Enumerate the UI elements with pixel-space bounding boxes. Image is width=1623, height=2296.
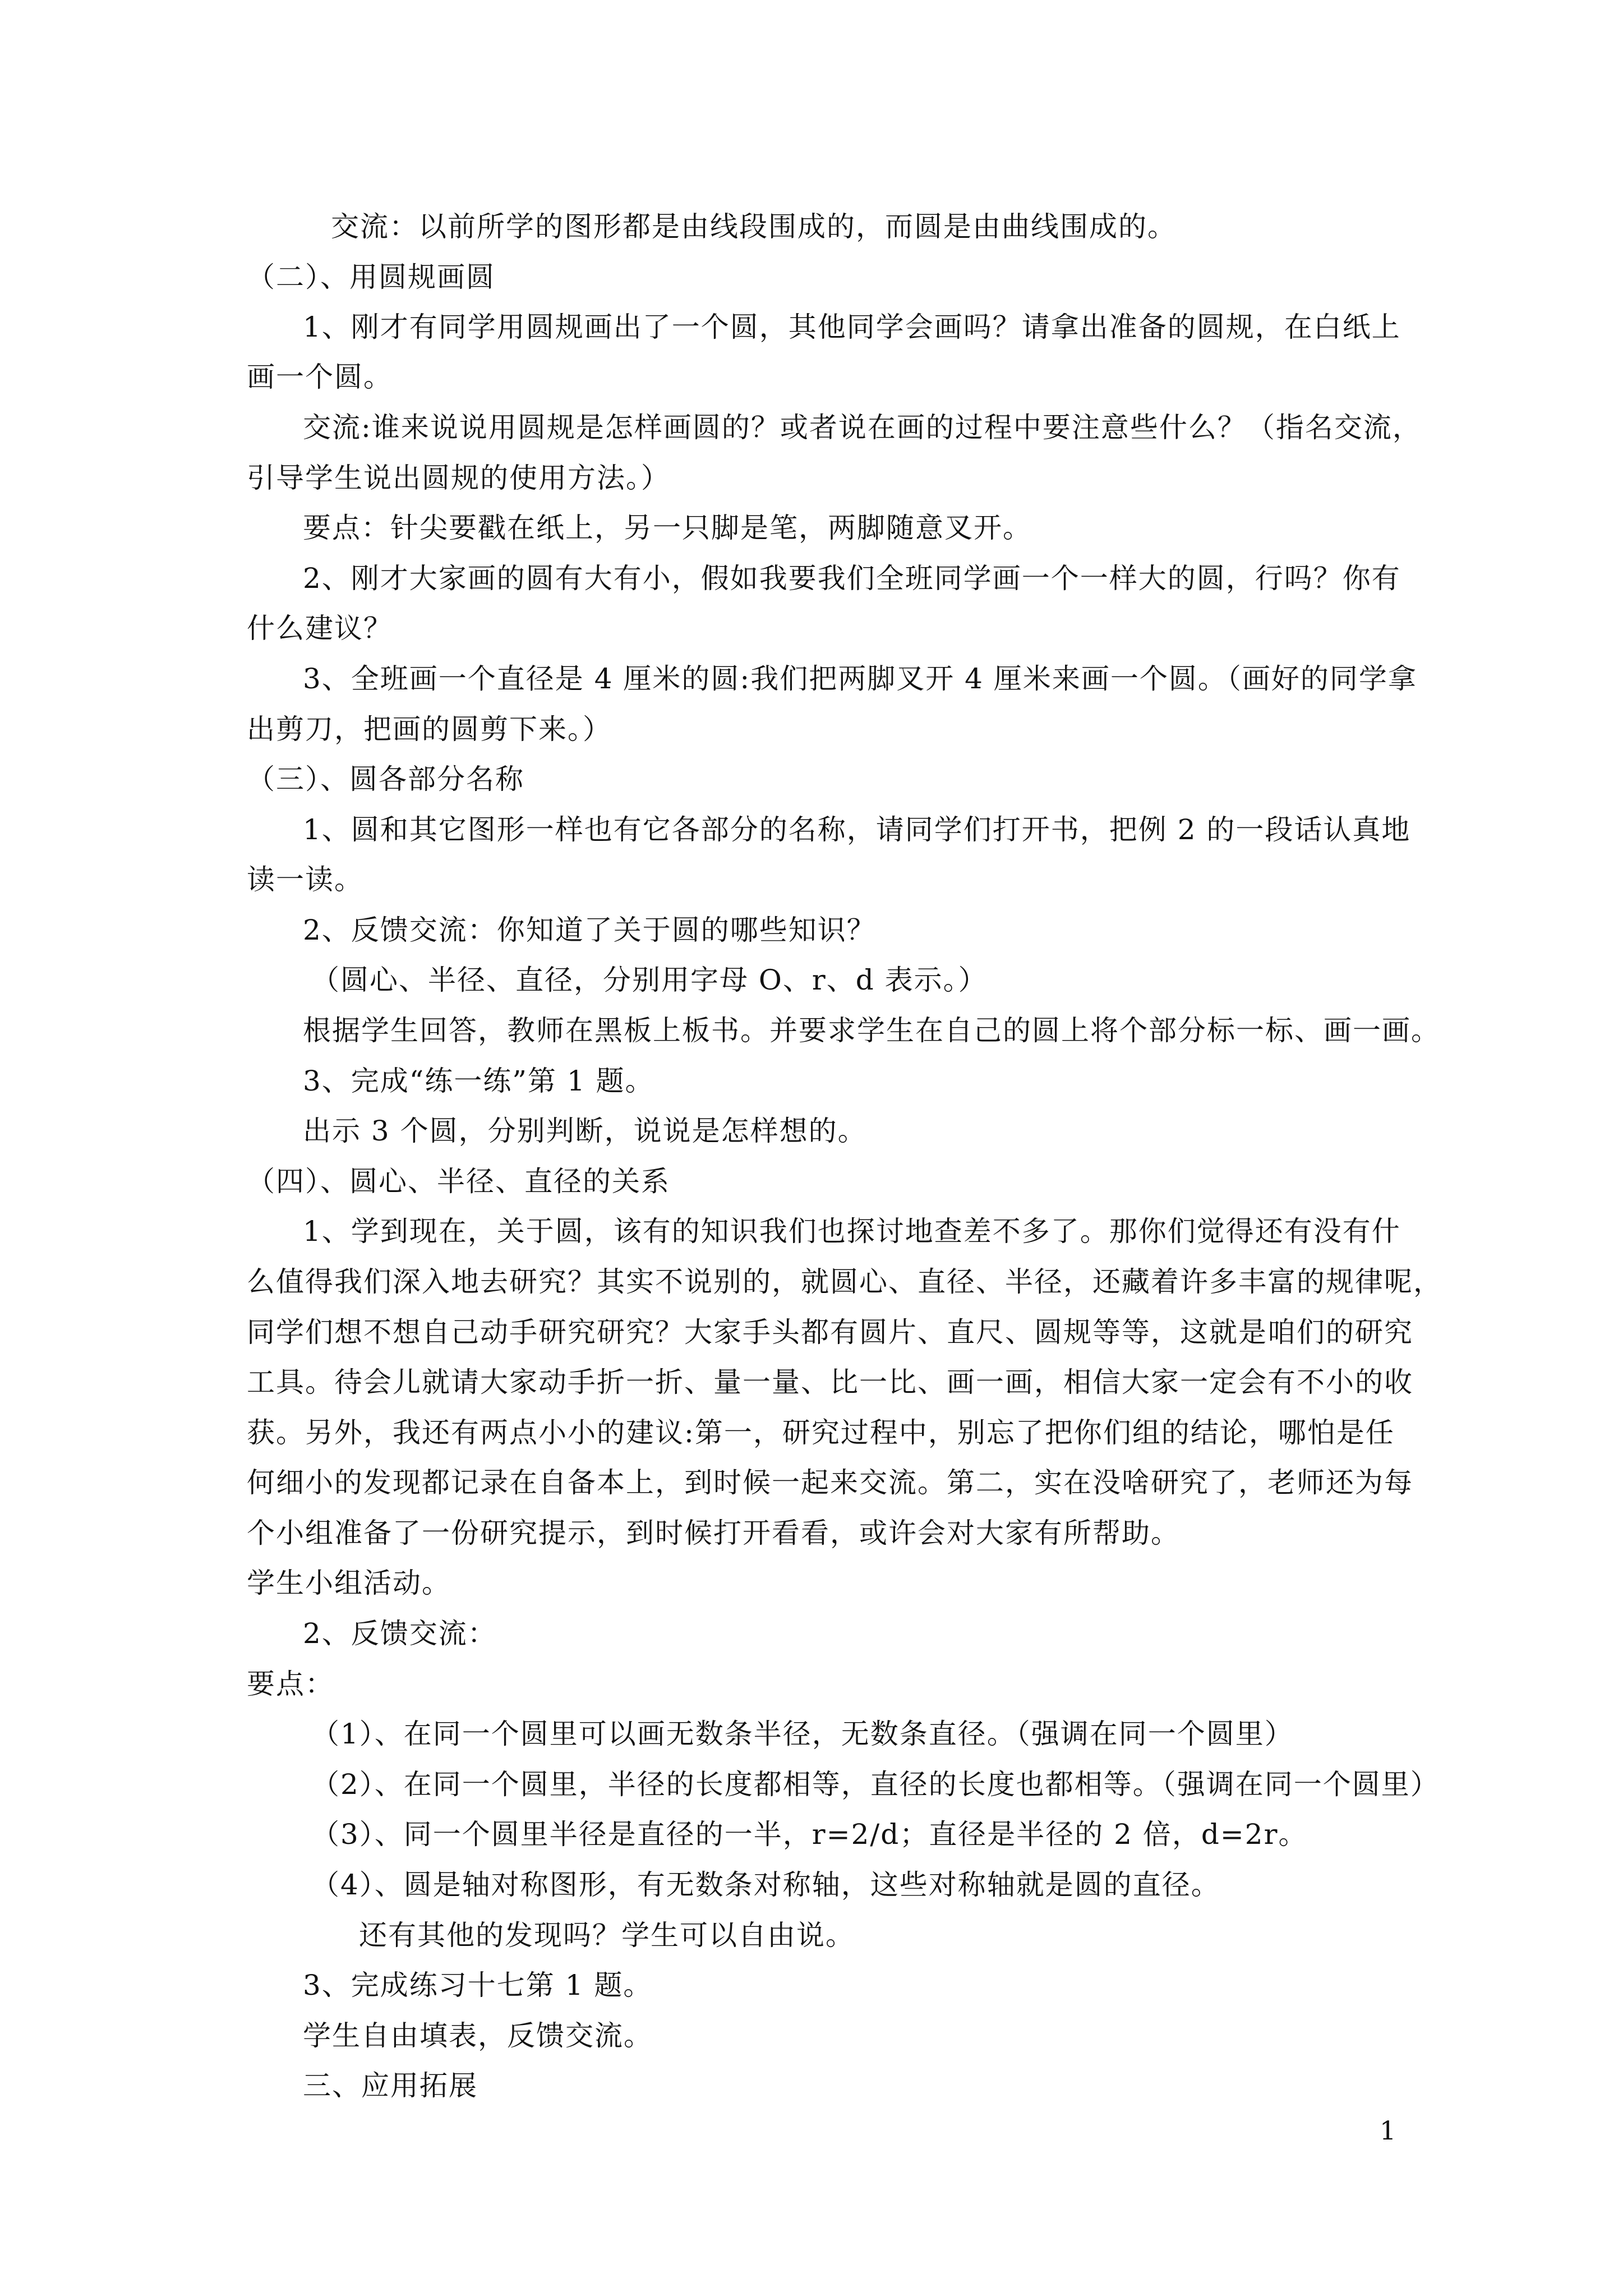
list-item: （3）、同一个圆里半径是直径的一半，r=2/d；直径是半径的 2 倍，d=2r。 [311, 1818, 1308, 1851]
text-line: 出剪刀，把画的圆剪下来。） [247, 713, 612, 746]
text-line: 2、反馈交流：你知道了关于圆的哪些知识？ [303, 914, 876, 946]
list-item: （1）、在同一个圆里可以画无数条半径，无数条直径。（强调在同一个圆里） [311, 1718, 1294, 1750]
text-line: 什么建议？ [247, 612, 393, 645]
text-line: 要点： [247, 1668, 334, 1700]
section-heading: 三、应用拓展 [303, 2069, 478, 2102]
text-line: 画一个圆。 [247, 361, 393, 393]
text-line: 获。另外，我还有两点小小的建议:第一，研究过程中，别忘了把你们组的结论，哪怕是任 [247, 1416, 1395, 1449]
text-line: 么值得我们深入地去研究？其实不说别的，就圆心、直径、半径，还藏着许多丰富的规律呢， [247, 1266, 1442, 1298]
text-line: 何细小的发现都记录在自备本上，到时候一起来交流。第二，实在没啥研究了，老师还为每 [247, 1466, 1413, 1499]
text-line: 出示 3 个圆，分别判断，说说是怎样想的。 [303, 1115, 867, 1147]
section-heading: （四）、圆心、半径、直径的关系 [247, 1165, 670, 1198]
text-line: 2、刚才大家画的圆有大有小，假如我要我们全班同学画一个一样大的圆，行吗？你有 [303, 562, 1401, 595]
text-line: 3、完成练习十七第 1 题。 [303, 1969, 653, 2001]
text-line: 同学们想不想自己动手研究研究？大家手头都有圆片、直尺、圆规等等，这就是咱们的研究 [247, 1316, 1413, 1349]
list-item: （4）、圆是轴对称图形，有无数条对称轴，这些对称轴就是圆的直径。 [311, 1869, 1220, 1901]
text-line: （圆心、半径、直径，分别用字母 O、r、d 表示。） [311, 964, 988, 996]
section-heading: （二）、用圆规画圆 [247, 261, 495, 293]
text-line: 引导学生说出圆规的使用方法。） [247, 462, 670, 494]
text-line: 1、刚才有同学用圆规画出了一个圆，其他同学会画吗？请拿出准备的圆规，在白纸上 [303, 311, 1401, 343]
page-number: 1 [1380, 2115, 1396, 2146]
text-line: 还有其他的发现吗？学生可以自由说。 [359, 1919, 855, 1952]
text-line: 交流:谁来说说用圆规是怎样画圆的？或者说在画的过程中要注意些什么？（指名交流， [303, 411, 1422, 444]
text-line: 工具。待会儿就请大家动手折一折、量一量、比一比、画一画，相信大家一定会有不小的收 [247, 1366, 1413, 1398]
text-line: 读一读。 [247, 863, 363, 896]
text-line: 2、反馈交流： [303, 1617, 497, 1650]
text-line: 要点：针尖要戳在纸上，另一只脚是笔，两脚随意叉开。 [303, 512, 1032, 544]
text-line: 1、学到现在，关于圆，该有的知识我们也探讨地查差不多了。那你们觉得还有没有什 [303, 1215, 1401, 1248]
text-line: 1、圆和其它图形一样也有它各部分的名称，请同学们打开书，把例 2 的一段话认真地 [303, 813, 1411, 846]
text-line: 3、全班画一个直径是 4 厘米的圆:我们把两脚叉开 4 厘米来画一个圆。（画好的同学拿 [303, 662, 1417, 695]
list-item: （2）、在同一个圆里，半径的长度都相等，直径的长度也都相等。（强调在同一个圆里） [311, 1768, 1440, 1801]
section-heading: （三）、圆各部分名称 [247, 763, 524, 795]
text-line: 交流：以前所学的图形都是由线段围成的，而圆是由曲线围成的。 [331, 210, 1177, 243]
text-line: 学生自由填表，反馈交流。 [303, 2019, 653, 2052]
text-line: 学生小组活动。 [247, 1567, 451, 1599]
text-line: 个小组准备了一份研究提示，到时候打开看看，或许会对大家有所帮助。 [247, 1517, 1180, 1549]
text-line: 3、完成“练一练”第 1 题。 [303, 1065, 654, 1097]
text-line: 根据学生回答，教师在黑板上板书。并要求学生在自己的圆上将个部分标一标、画一画。 [303, 1014, 1440, 1047]
